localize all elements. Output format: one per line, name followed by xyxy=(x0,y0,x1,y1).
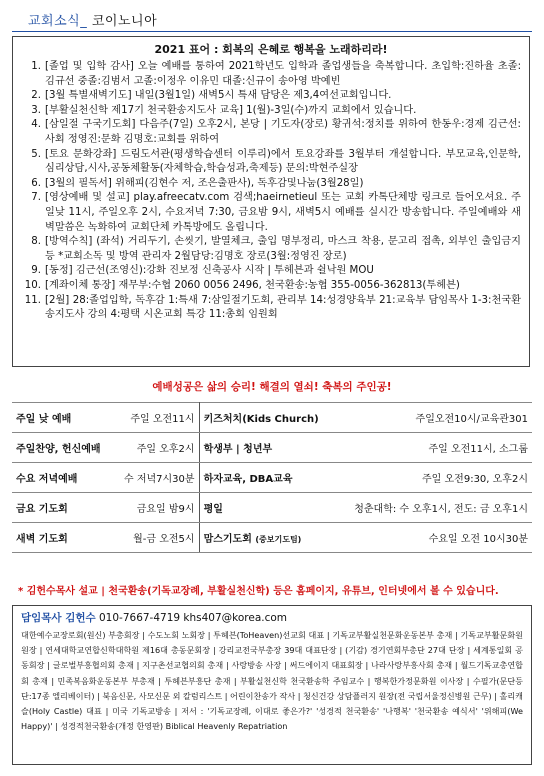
service-name: 맘스기도회 xyxy=(203,534,252,545)
service-name: 평일 xyxy=(199,493,334,523)
schedule-row xyxy=(12,403,532,433)
notice-text: [3월의 필독서] 위해피(김현수 저, 조은출판사), 독후감및나눔(3월28일) xyxy=(45,177,364,189)
service-time: 주일오전10시/교육관301 xyxy=(334,403,532,433)
pastor-bio: 대한예수교장로회(원신) 부총회장 | 수도노회 노회장 | 투헤븐(ToHeaven)선교회 대표 | 기독교부활실천문화운동본부 총재 | 기독교부활문화원 원장 | 연세대학교연합신학대학원 제16대 총동문회장 | 강리교전국부총장 39대 대표단장 | (기감) 경기연회부총단 27대 단장 | 세계통일회 공동회장 | 글로벌부흥협의회 총재 | 지구촌선교협의회 총재 | 사랑방송 사장 | 써드에이지 대표회장 | 나라사랑부흥사회 총재 | 월드기독교총연합회 총재 | 민족복음화운동본부 부총재 | 투헤븐부흥단 총재 | 부활실천신학 천국환송학 주임교수 | 행복한가정문화원 이사장 | 수필가(문단등단:17종 엘리베이터) | 북음신문, 사모신문 외 칼럼리스트 | 어린이찬송가 작사 | 청신건강 상담플러지 원장(전 국립서울정신병원 근무) | 홀리캐슬(Holy Castle) 대표 | 미국 기독교방송 | 저서 : '기독교장례, 이대로 좋은가?' '성경적 천국환송' '나행복' '천국환송 예식서' '위해피(We Happy)' | 성경적천국환송(개정 한영판) Biblical Heavenly Repatriation xyxy=(21,630,523,732)
notice-text: [3월 특별새벽기도] 내일(3월1일) 새벽5시 특새 담당은 제3,4여선교회입니다. xyxy=(45,90,392,102)
schedule-row xyxy=(12,463,532,493)
service-name: 새벽 기도회 xyxy=(12,523,113,553)
notice-item xyxy=(21,148,521,177)
notice-item xyxy=(21,177,521,192)
notice-number: 7. xyxy=(31,192,41,204)
service-name: 수요 저녁예배 xyxy=(12,463,113,493)
service-name: 키즈처치(Kids Church) xyxy=(199,403,334,433)
notice-item xyxy=(21,60,521,89)
service-time: 주일 오후2시 xyxy=(113,433,199,463)
header-divider xyxy=(12,31,532,32)
notice-number: 4. xyxy=(31,119,41,131)
pastor-title: 담임목사 김헌수 xyxy=(21,612,96,624)
notice-item xyxy=(21,104,521,119)
worship-slogan: 예배성공은 삶의 승리! 해결의 열쇠! 축복의 주인공! xyxy=(152,381,392,393)
pastor-header xyxy=(21,610,523,625)
notice-item xyxy=(21,235,521,264)
notice-number: 6. xyxy=(31,177,41,189)
service-time: 수요일 오전 10시30분 xyxy=(334,523,532,553)
service-time: 수 저녁7시30분 xyxy=(113,463,199,493)
schedule-row xyxy=(12,493,532,523)
service-time: 주일 오전9:30, 오후2시 xyxy=(334,463,532,493)
service-time: 월-금 오전5시 xyxy=(113,523,199,553)
service-name: 주일찬양, 헌신예배 xyxy=(12,433,113,463)
service-name: 금요 기도회 xyxy=(12,493,113,523)
notice-text: [삼일절 구국기도회] 다음주(7일) 오후2시, 본당 | 기도자(장로) 황귀석:정치를 위하여 한동우:경제 김근선:사회 정영진:문화 김명호:교회를 위하여 xyxy=(45,119,521,145)
section-category: 교회소식_ xyxy=(28,14,88,29)
service-name-with-sub xyxy=(199,523,334,553)
notice-item xyxy=(21,279,521,294)
service-time: 주일 오전11시 xyxy=(113,403,199,433)
notice-text: [2월] 28:졸업입학, 독후감 1:특새 7:삼일절기도회, 관리부 14:성경양육부 21:교육부 담임목사 1-3:천국환송지도사 강의 4:평택 시온교회 특강 11:총회 임원회 xyxy=(45,294,521,321)
notice-list xyxy=(13,60,529,323)
notice-text: [졸업 및 입학 감사] 오늘 예배를 통하여 2021학년도 입학과 졸업생들을 축복합니다. 초입학:진하율 초졸:김규선 중졸:김범서 고졸:이정우 이유민 대졸:신규이 송아영 박예빈 xyxy=(45,61,521,87)
notice-text: [영상예배 및 설교] play.afreecatv.com 검색;haeirnetieul 또는 교회 카톡단체방 링크로 들어오셔요. 주일낮 11시, 주일오후 2시, 수요저녁 7:30, 금요밤 9시, 새벽5시 예배를 실시간 방송합니다. 주일예배와 새벽말씀은 녹화하여 교회단체 카톡방에도 올립니다. xyxy=(45,192,521,233)
notice-number: 11. xyxy=(24,294,41,306)
worship-schedule-table xyxy=(12,402,532,553)
notice-text: [계좌이체 통장] 재무부:수협 2060 0056 2496, 천국환송:농협 355-0056-362813(투헤븐) xyxy=(45,279,460,291)
notice-text: [토요 문화강좌] 드림도서관(평생학습센터 이루리)에서 토요강좌를 3월부터 개설합니다. 부모교육,인문학,심리상담,시사,공동체활동(자체학습,학습성과,축제등) 문의:박현주실장 xyxy=(45,148,521,175)
year-motto: 2021 표어 : 회복의 은혜로 행복을 노래하리라! xyxy=(154,43,388,56)
service-name: 하자교육, DBA교육 xyxy=(199,463,334,493)
service-time: 주일 오전11시, 소그룹 xyxy=(334,433,532,463)
notice-number: 9. xyxy=(31,265,41,277)
pastor-profile-box xyxy=(12,605,532,765)
notice-text: [동정] 김근선(조영신):강화 진보정 신축공사 시작 | 투헤븐과 쉴낙원 MOU xyxy=(45,265,374,277)
section-name: 코이노니아 xyxy=(91,14,158,29)
notice-number: 8. xyxy=(31,236,41,248)
notice-number: 3. xyxy=(31,104,41,116)
service-time: 금요일 밤9시 xyxy=(113,493,199,523)
pastor-contact: 010-7667-4719 khs407@korea.com xyxy=(99,612,288,624)
notice-item xyxy=(21,89,521,104)
schedule-row xyxy=(12,433,532,463)
notice-text: [방역수칙] (좌석) 거리두기, 손씻기, 발열체크, 출입 명부정리, 마스크 착용, 문고리 접촉, 외부인 출입금지 등 *교회소독 및 방역 관리자 2월담당:김명호 장로(3월:정영진 장로) xyxy=(45,236,521,262)
service-subname: (중보기도팀) xyxy=(255,535,302,544)
notice-number: 10. xyxy=(24,279,41,291)
schedule-row xyxy=(12,523,532,553)
notice-item xyxy=(21,118,521,147)
notice-number: 1. xyxy=(31,61,41,72)
service-name: 주일 낮 예배 xyxy=(12,403,113,433)
notice-number: 5. xyxy=(31,148,41,160)
notice-number: 2. xyxy=(31,90,41,102)
service-name: 학생부 | 청년부 xyxy=(199,433,334,463)
section-header xyxy=(28,10,157,29)
notice-item xyxy=(21,264,521,279)
notice-item xyxy=(21,191,521,235)
broadcast-notice: * 김헌수목사 설교 | 천국환송(기독교장례, 부활실천신학) 등은 홈페이지, 유튜브, 인터넷에서 볼 수 있습니다. xyxy=(18,586,499,597)
notice-item xyxy=(21,294,521,323)
notice-text: [부활실천신학 제17기 천국환송지도사 교육] 1(월)-3일(수)까지 교회에서 있습니다. xyxy=(45,104,417,116)
notices-box xyxy=(12,36,530,367)
service-time: 청춘대학: 수 오후1시, 전도: 금 오후1시 xyxy=(334,493,532,523)
